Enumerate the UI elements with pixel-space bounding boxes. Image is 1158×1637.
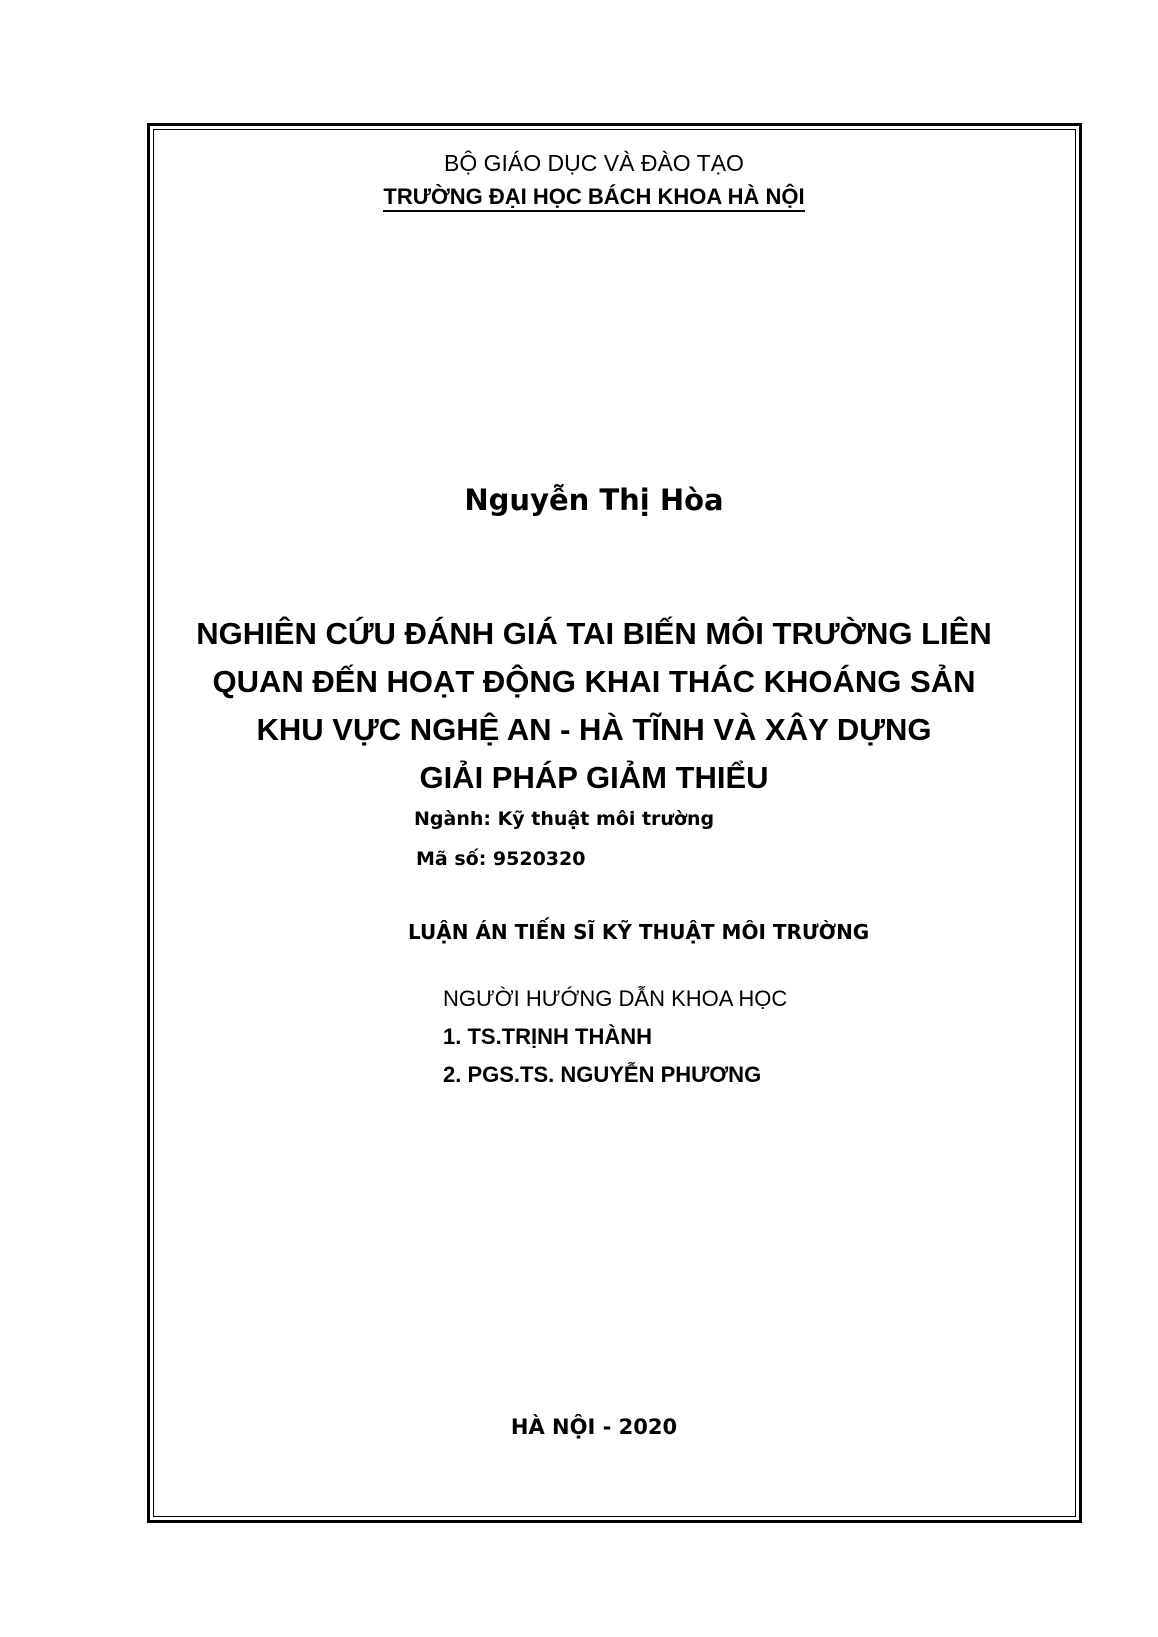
degree-type: LUẬN ÁN TIẾN SĨ KỸ THUẬT MÔI TRƯỜNG	[408, 920, 870, 944]
ministry-name: BỘ GIÁO DỤC VÀ ĐÀO TẠO	[444, 150, 744, 176]
supervisor-item: 2. PGS.TS. NGUYỄN PHƯƠNG	[443, 1062, 762, 1087]
thesis-title-line: QUAN ĐẾN HOẠT ĐỘNG KHAI THÁC KHOÁNG SẢN	[212, 664, 976, 699]
supervisor-item: 1. TS.TRỊNH THÀNH	[443, 1024, 652, 1049]
thesis-title-line: NGHIÊN CỨU ĐÁNH GIÁ TAI BIẾN MÔI TRƯỜNG LIÊN	[196, 616, 992, 651]
thesis-title-line: KHU VỰC NGHỆ AN - HÀ TĨNH VÀ XÂY DỰNG	[256, 712, 932, 747]
major-field: Ngành: Kỹ thuật môi trường	[414, 808, 715, 830]
supervisors-heading: NGƯỜI HƯỚNG DẪN KHOA HỌC	[443, 986, 788, 1011]
major-code: Mã số: 9520320	[416, 848, 586, 870]
thesis-title	[0, 610, 1158, 802]
university-name-text: TRƯỜNG ĐẠI HỌC BÁCH KHOA HÀ NỘI	[383, 184, 804, 212]
university-name	[0, 183, 1158, 211]
author-name: Nguyễn Thị Hòa	[464, 483, 724, 517]
thesis-title-line: GIẢI PHÁP GIẢM THIỂU	[419, 760, 769, 795]
place-and-year: HÀ NỘI - 2020	[510, 1415, 678, 1439]
